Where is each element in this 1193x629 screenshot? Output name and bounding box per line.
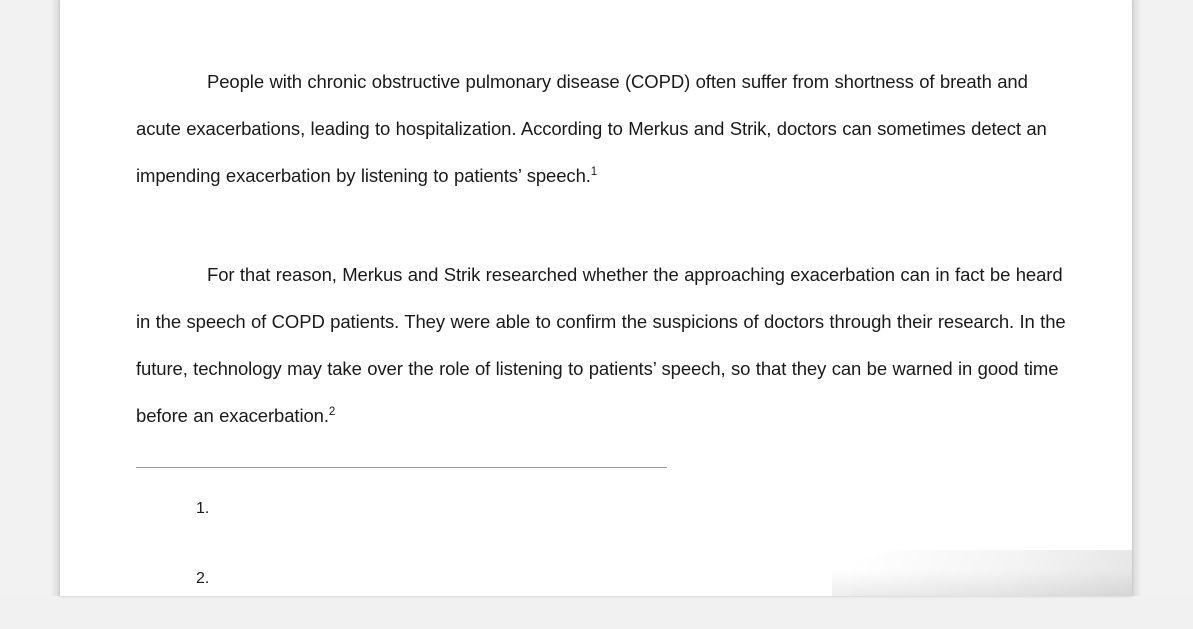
page-content-area (136, 0, 1066, 596)
footnote-marker-1[interactable]: 1 (590, 165, 598, 178)
document-page (60, 0, 1132, 596)
footnote-item-2 (136, 559, 1016, 629)
paragraph-1-text: People with chronic obstructive pulmonary disease (COPD) often suffer from shortness of breath and acute exacerbations, leading to hospitalization. According to Merkus and Strik, doctors can sometimes detect an impending exacerbation by listening to patients’ speech. (136, 71, 1047, 186)
footnote-list (136, 489, 1016, 629)
right-gutter (1132, 0, 1193, 596)
paragraph-1 (136, 0, 1066, 199)
left-gutter (0, 0, 60, 596)
footnote-item-1 (136, 489, 1016, 559)
paragraph-2 (136, 199, 1066, 439)
paragraph-2-text: For that reason, Merkus and Strik researched whether the approaching exacerbation can in fact be heard in the speech of COPD patients. They were able to confirm the suspicions of doctors through their research. In the future, technology may take over the role of listening to patients’ speech, so that they can be warned in good time before an exacerbation. (136, 264, 1066, 426)
footnote-separator-rule (136, 467, 667, 468)
footnote-number-1: 1. (196, 500, 210, 517)
footnote-number-2: 2. (196, 570, 210, 587)
footnote-marker-2[interactable]: 2 (328, 405, 336, 418)
